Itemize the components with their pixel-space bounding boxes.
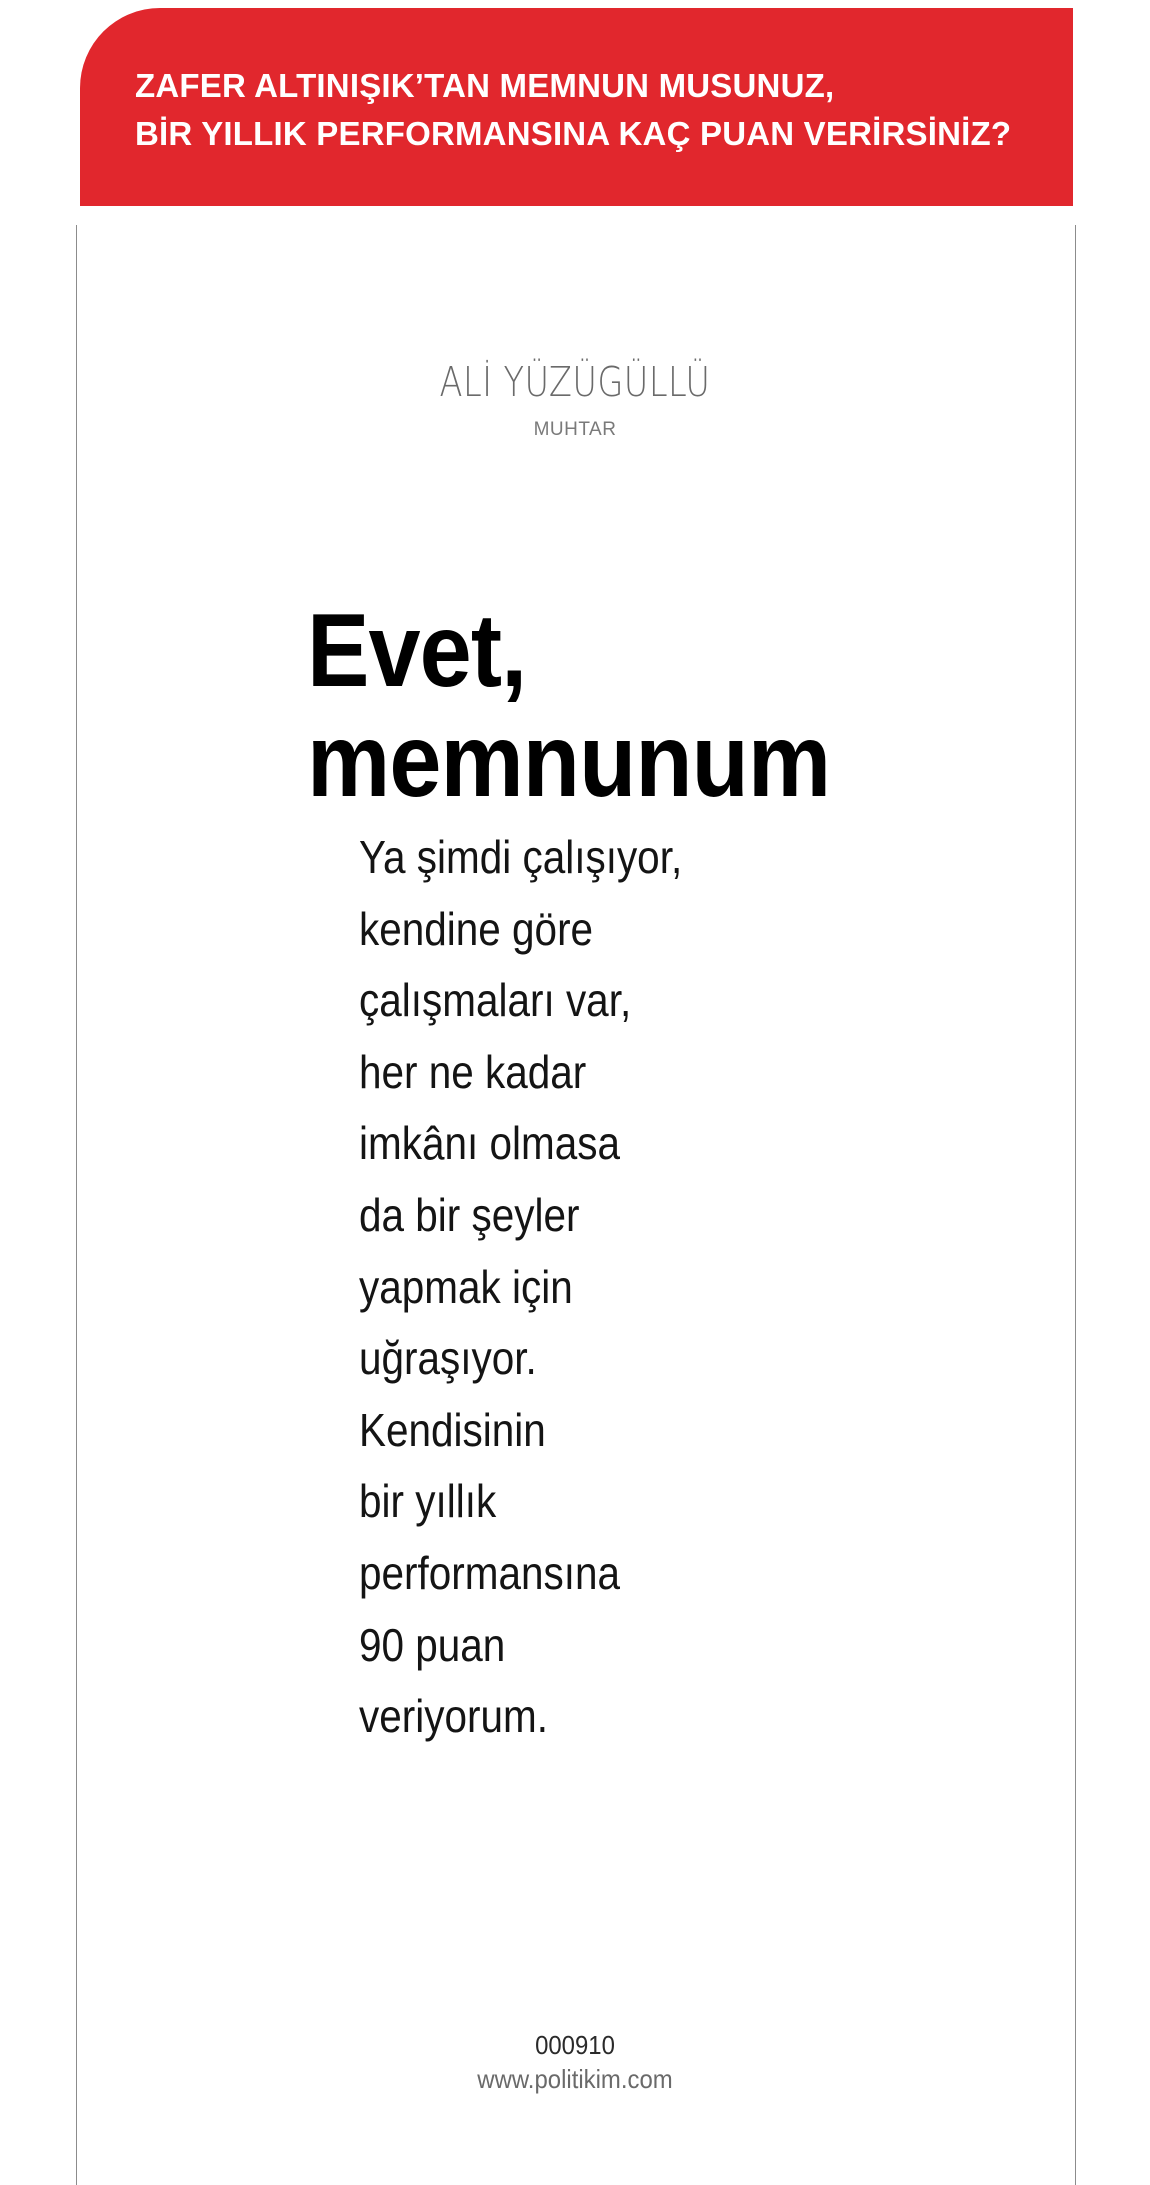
quote-line: yapmak için [359,1260,573,1313]
quote-line: bir yıllık [359,1475,497,1528]
quote-line: imkânı olmasa [359,1117,620,1170]
headline-line: memnunum [307,703,831,819]
banner-question-line: BİR YILLIK PERFORMANSINA KAÇ PUAN VERİRSİNİZ? [135,115,1012,152]
quote-line: veriyorum. [359,1690,548,1743]
quote-line: 90 puan [359,1618,506,1671]
quote-line: da bir şeyler [359,1188,580,1241]
headline-line: Evet, [307,593,527,709]
footer-code: 000910 [535,2030,615,2060]
quote-line: çalışmaları var, [359,974,632,1027]
headline [307,593,937,819]
footer-url-link[interactable]: www.politikim.com [477,2064,673,2094]
quote-line: kendine göre [359,902,594,955]
question-banner [80,8,1073,206]
person-role: MUHTAR [533,419,617,440]
quote-line: Ya şimdi çalışıyor, [359,831,683,883]
quote-line: Kendisinin [359,1403,546,1456]
person-name: ALİ YÜZÜGÜLLÜ [439,358,711,406]
banner-question-line: ZAFER ALTINIŞIK’TAN MEMNUN MUSUNUZ, [135,67,835,104]
quote-line: uğraşıyor. [359,1332,537,1385]
quote-line: performansına [359,1546,621,1599]
quote-line: her ne kadar [359,1045,587,1098]
quote-text [359,822,799,1753]
